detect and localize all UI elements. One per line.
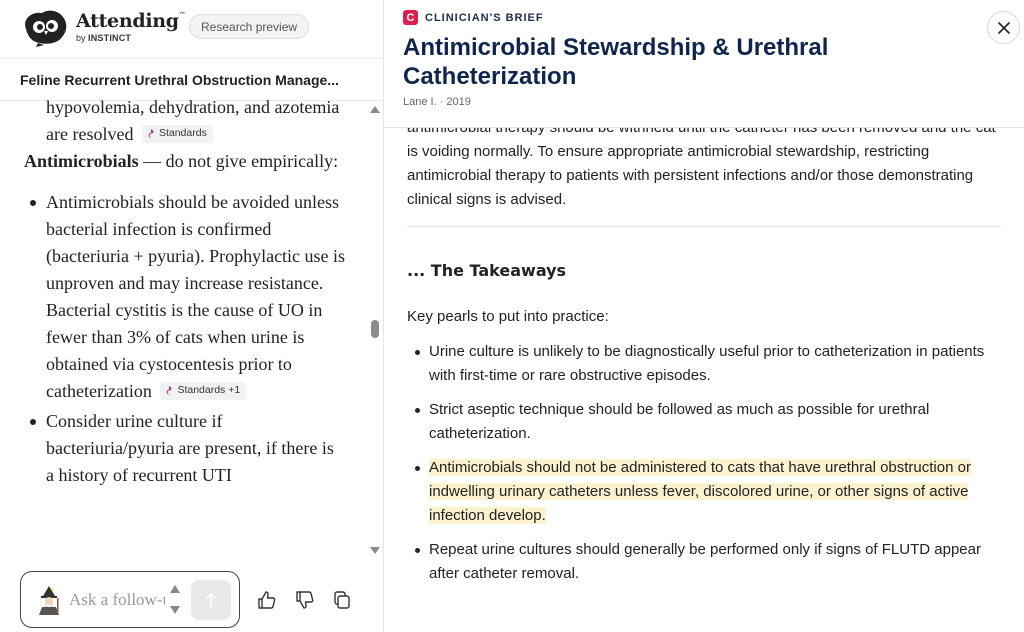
arrow-up-icon	[205, 593, 217, 607]
pearls-list	[407, 340, 1001, 586]
brand-text	[76, 9, 186, 43]
list-item-text: Consider urine culture if bacteriuria/pyuria are present, if there is a history of recurrent UTI	[46, 411, 334, 485]
document-content	[407, 116, 1001, 596]
follow-up-composer	[20, 571, 240, 628]
brand-name: Attending™	[76, 9, 186, 32]
citation-tag-label: Standards	[158, 127, 207, 139]
pearl-text: Repeat urine cultures should generally be performed only if signs of FLUTD appear after catheter removal.	[429, 541, 981, 582]
takeaways-heading: ... The Takeaways	[407, 261, 567, 280]
document-title: Antimicrobial Stewardship & Urethral Catheterization	[403, 34, 829, 90]
standards-icon	[166, 386, 173, 395]
pearl-item-highlighted	[407, 456, 1001, 528]
send-button[interactable]	[191, 580, 231, 620]
document-paragraph: is voiding normally. To ensure appropriate antimicrobial stewardship, restricting antimicrobial therapy to patients with persistent infections and/or those demonstrating clinical signs is advised.	[407, 143, 974, 208]
list-item	[24, 189, 346, 405]
section-heading	[24, 148, 346, 175]
follow-up-input[interactable]	[69, 588, 165, 612]
thumbs-down-icon	[295, 590, 315, 610]
copy-icon	[332, 590, 352, 610]
chat-panel	[0, 0, 384, 632]
chat-content	[0, 94, 366, 492]
stepper-down-icon[interactable]	[170, 606, 180, 614]
input-scroll-stepper[interactable]	[169, 584, 181, 618]
standards-icon	[148, 129, 155, 138]
pearl-text: Strict aseptic technique should be followed as much as possible for urethral catheterization.	[429, 401, 930, 442]
source-label	[403, 10, 544, 25]
copy-button[interactable]	[330, 588, 354, 612]
pearl-text-highlighted: Antimicrobials should not be administered to cats that have urethral obstruction or indwelling urinary catheters unless fever, discolored urine, or other signs of active infection develop.	[429, 459, 971, 524]
document-panel	[384, 0, 1024, 632]
scroll-thumb[interactable]	[371, 320, 379, 338]
section-heading-bold: Antimicrobials	[24, 151, 139, 171]
chat-scrollbar[interactable]	[368, 101, 382, 559]
continued-text: hypovolemia, dehydration, and azotemia are resolved	[46, 97, 340, 144]
owl-logo-icon	[18, 7, 70, 47]
thumbs-up-icon	[257, 590, 277, 610]
document-header	[384, 0, 1024, 128]
bullet-list	[24, 189, 346, 489]
wizard-avatar-icon	[35, 585, 63, 615]
section-heading-rest: — do not give empirically:	[138, 151, 339, 171]
pearl-item	[407, 538, 1001, 586]
scroll-down-arrow-icon[interactable]	[370, 547, 380, 554]
brand-subtitle: by INSTINCT	[76, 32, 132, 43]
chat-transcript[interactable]	[0, 97, 366, 559]
scroll-up-arrow-icon[interactable]	[370, 106, 380, 113]
list-item	[24, 408, 346, 489]
divider	[407, 226, 1001, 227]
message-text	[24, 94, 346, 148]
citation-tag[interactable]	[160, 382, 246, 400]
pearl-text: Urine culture is unlikely to be diagnostically useful prior to catheterization in patients with first-time or rare obstructive episodes.	[429, 343, 985, 384]
brand[interactable]	[18, 6, 185, 48]
source-name: CLINICIAN'S BRIEF	[425, 11, 544, 24]
clinicians-brief-logo-icon: C	[403, 10, 418, 25]
research-preview-badge: Research preview	[189, 14, 309, 39]
thumbs-down-button[interactable]	[293, 588, 317, 612]
pearls-intro: Key pearls to put into practice:	[407, 308, 609, 325]
citation-tag[interactable]	[142, 125, 213, 143]
thumbs-up-button[interactable]	[255, 588, 279, 612]
list-item-text: Antimicrobials should be avoided unless bacterial infection is confirmed (bacteriuria + pyuria). Prophylactic use is unproven and may increase resistance. Bacterial cystitis is the cause of UO in fewer than 3% of cats when urine is obtained via cystocentesis prior to catheterization	[46, 192, 346, 401]
citation-tag-label: Standards +1	[177, 384, 241, 396]
conversation-title[interactable]: Feline Recurrent Urethral Obstruction Manage...	[0, 58, 383, 101]
stepper-up-icon[interactable]	[170, 585, 180, 593]
document-body[interactable]	[384, 128, 1024, 632]
close-icon	[998, 22, 1010, 34]
close-button[interactable]	[987, 11, 1020, 44]
document-meta: Lane I. · 2019	[403, 96, 471, 108]
pearl-item	[407, 398, 1001, 446]
pearl-item	[407, 340, 1001, 388]
